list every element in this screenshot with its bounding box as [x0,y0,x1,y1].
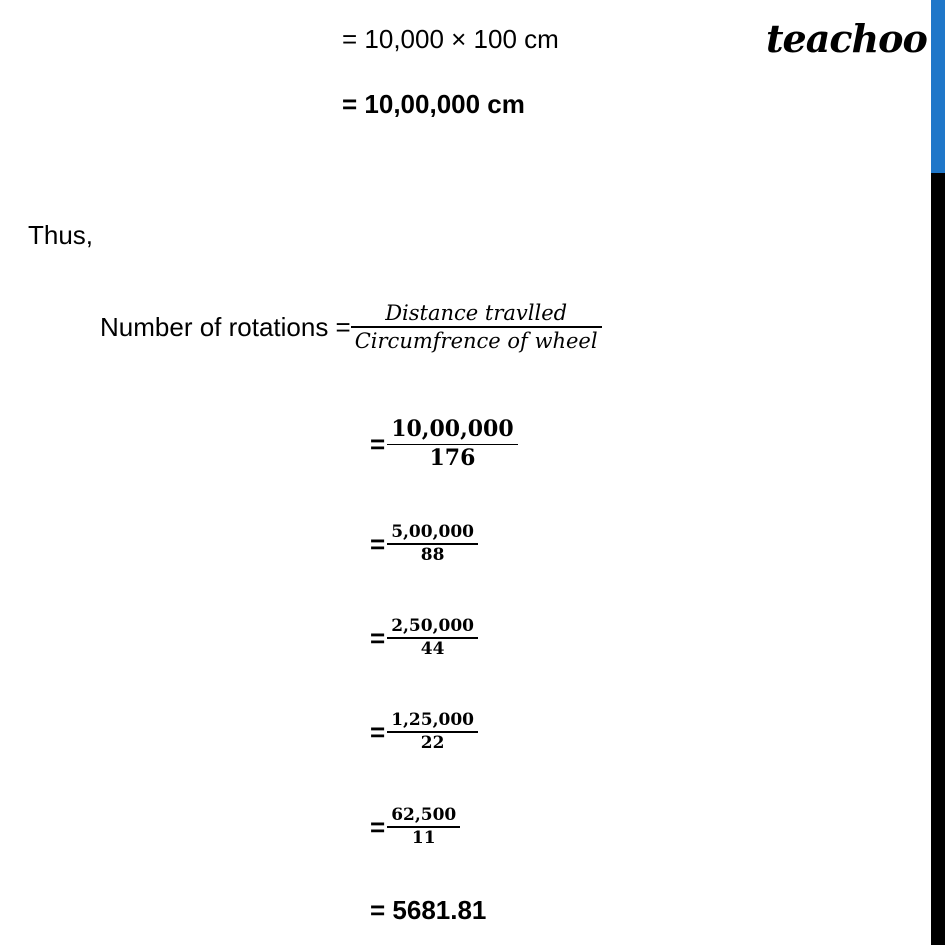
numerator: 10,00,000 [391,416,514,442]
step-line-1: = 10,000 × 100 cm [342,24,559,54]
step-fraction-4 [370,710,478,754]
numerator: 62,500 [391,805,457,825]
denominator: 22 [420,732,445,753]
fraction [387,416,517,473]
equals-sign: = [370,716,386,747]
formula-numerator: Distance travlled [385,301,568,325]
rotations-label: Number of rotations = [100,312,351,342]
step-line-2: = 10,00,000 cm [342,89,525,119]
fraction [387,522,478,566]
fraction [387,710,478,754]
step-fraction-5 [370,805,460,849]
step-fraction-2 [370,522,478,566]
step-fraction-3 [370,616,478,660]
denominator: 88 [420,544,445,565]
thus-label: Thus, [28,220,94,250]
denominator: 176 [429,445,476,471]
formula-fraction [351,300,602,354]
equals-sign: = [370,622,386,653]
teachoo-logo: teachoo [766,16,927,61]
denominator: 44 [420,638,445,659]
equals-sign: = [370,428,386,459]
slide-side-accent [931,0,945,173]
formula-denominator: Circumfrence of wheel [354,328,598,353]
rotations-formula [100,300,602,354]
equals-sign: = [370,528,386,559]
numerator: 1,25,000 [391,710,474,730]
final-result: = 5681.81 [370,895,487,925]
equals-sign: = [370,811,386,842]
step-fraction-1 [370,416,518,473]
numerator: 5,00,000 [391,522,474,542]
fraction [387,616,478,660]
numerator: 2,50,000 [391,616,474,636]
denominator: 11 [411,827,436,848]
fraction [387,805,460,849]
